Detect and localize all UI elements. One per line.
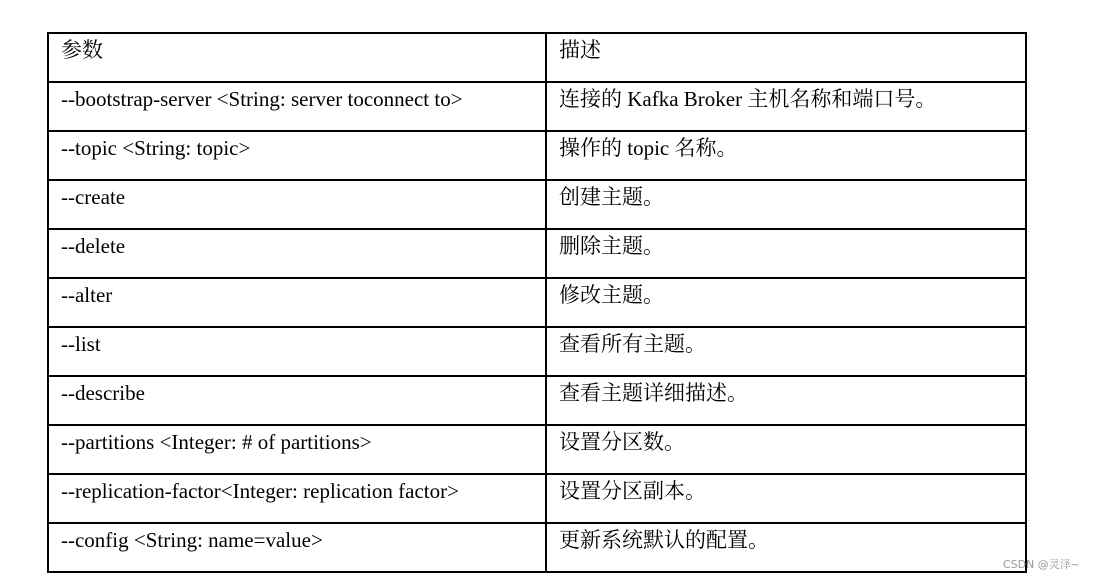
header-param-cell: 参数 [48, 33, 546, 82]
watermark: CSDN @灵泽~ [1002, 558, 1080, 571]
desc-cell: 操作的 topic 名称。 [546, 131, 1026, 180]
param-cell: --replication-factor<Integer: replication factor> [48, 474, 546, 523]
desc-cell: 更新系统默认的配置。 [546, 523, 1026, 572]
header-desc-cell: 描述 [546, 33, 1026, 82]
table-row [48, 180, 1026, 229]
desc-cell: 查看所有主题。 [546, 327, 1026, 376]
table-row [48, 229, 1026, 278]
param-cell: --delete [48, 229, 546, 278]
param-cell: --bootstrap-server <String: server toconnect to> [48, 82, 546, 131]
desc-cell: 创建主题。 [546, 180, 1026, 229]
desc-cell: 连接的 Kafka Broker 主机名称和端口号。 [546, 82, 1026, 131]
table-row [48, 327, 1026, 376]
desc-cell: 设置分区数。 [546, 425, 1026, 474]
table-row [48, 523, 1026, 572]
table-row [48, 131, 1026, 180]
table-row [48, 376, 1026, 425]
desc-cell: 删除主题。 [546, 229, 1026, 278]
param-cell: --topic <String: topic> [48, 131, 546, 180]
table-row [48, 82, 1026, 131]
param-cell: --config <String: name=value> [48, 523, 546, 572]
param-cell: --list [48, 327, 546, 376]
table-row [48, 474, 1026, 523]
table-header-row [48, 33, 1026, 82]
desc-cell: 设置分区副本。 [546, 474, 1026, 523]
table-row [48, 425, 1026, 474]
desc-cell: 修改主题。 [546, 278, 1026, 327]
param-cell: --partitions <Integer: # of partitions> [48, 425, 546, 474]
table-row [48, 278, 1026, 327]
parameter-table [47, 32, 1027, 573]
param-cell: --create [48, 180, 546, 229]
param-cell: --alter [48, 278, 546, 327]
param-cell: --describe [48, 376, 546, 425]
desc-cell: 查看主题详细描述。 [546, 376, 1026, 425]
